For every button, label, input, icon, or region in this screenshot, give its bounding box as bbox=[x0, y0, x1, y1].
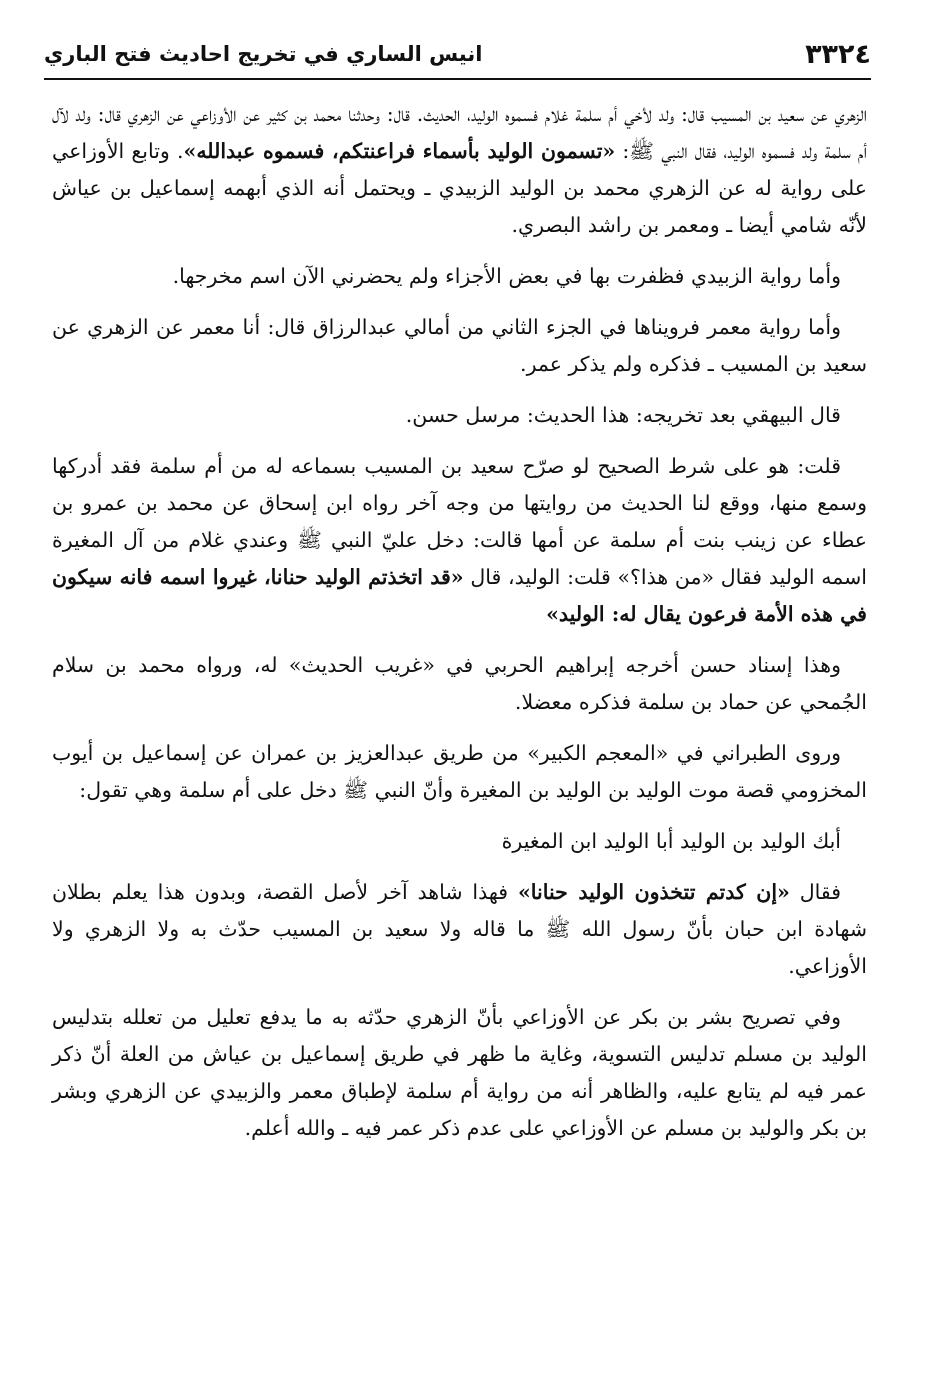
page-header bbox=[44, 30, 871, 80]
text-segment: فقال bbox=[789, 880, 842, 904]
paragraph-10 bbox=[52, 999, 867, 1147]
text-segment: وهذا إسناد حسن أخرجه إبراهيم الحربي في «غريب الحديث» له، ورواه محمد بن سلام الجُمحي عن حماد بن سلمة فذكره معضلا. bbox=[52, 653, 867, 714]
running-title: انيس الساري في تخريج احاديث فتح الباري bbox=[44, 42, 483, 66]
paragraph-7 bbox=[52, 735, 867, 809]
page-number: ٣٣٢٤ bbox=[805, 38, 871, 70]
paragraph-4 bbox=[52, 397, 867, 434]
text-segment: وروى الطبراني في «المعجم الكبير» من طريق عبدالعزيز بن عمران عن إسماعيل بن أيوب المخزومي قصة موت الوليد بن الوليد بن المغيرة وأنّ النبي ﷺ دخل على أم سلمة وهي تقول: bbox=[52, 741, 867, 802]
paragraph-9 bbox=[52, 874, 867, 985]
hadith-quote: «تسمون الوليد بأسماء فراعنتكم، فسموه عبدالله» bbox=[183, 139, 616, 163]
text-segment: أبك الوليد بن الوليد أبا الوليد ابن المغيرة bbox=[501, 829, 841, 853]
text-segment: وأما رواية الزبيدي فظفرت بها في بعض الأجزاء ولم يحضرني الآن اسم مخرجها. bbox=[172, 264, 841, 288]
text-segment: وفي تصريح بشر بن بكر عن الأوزاعي بأنّ الزهري حدّثه به ما يدفع تعليل من تعلله بتدليس الوليد بن مسلم تدليس التسوية، وغاية ما ظهر في طريق إسماعيل بن عياش من العلة أنّ ذكر عمر فيه لم يتابع عليه، والظاهر أنه من رواية أم سلمة لإطباق معمر والزبيدي عن الزهري وبشر بن بكر والوليد بن مسلم عن الأوزاعي على عدم ذكر عمر فيه ـ والله أعلم. bbox=[52, 1005, 867, 1140]
text-segment: وأما رواية معمر فرويناها في الجزء الثاني من أمالي عبدالرزاق قال: أنا معمر عن الزهري عن سعيد بن المسيب ـ فذكره ولم يذكر عمر. bbox=[52, 315, 867, 376]
paragraph-2 bbox=[52, 258, 867, 295]
text-segment: قلت: هو على شرط الصحيح لو صرّح سعيد بن المسيب بسماعه له من أم سلمة فقد أدركها وسمع منها، ووقع لنا الحديث من روايتها من وجه آخر رواه ابن إسحاق عن محمد بن عمرو بن عطاء عن زينب بنت أم سلمة عن أمها قالت: دخل عليّ النبي ﷺ وعندي غلام من آل المغيرة اسمه الوليد فقال «من هذا؟» قلت: الوليد، قال bbox=[52, 454, 867, 589]
hadith-quote: «قد اتخذتم الوليد حنانا، غيروا اسمه فانه سيكون في هذه الأمة فرعون يقال له: الوليد» bbox=[52, 565, 867, 626]
verse-line bbox=[52, 823, 867, 860]
text-segment: قال البيهقي بعد تخريجه: هذا الحديث: مرسل حسن. bbox=[405, 403, 841, 427]
text-segment: الزهري عن سعيد بن المسيب قال: ولد لأخي أم سلمة غلام فسموه الوليد، الحديث. قال: وحدثنا محمد بن كثير عن الأوزاعي عن الزهري قال: ولد لآل أم سلمة ولد فسموه الوليد، فقال النبي ﷺ: bbox=[52, 102, 867, 163]
text-segment: فهذا شاهد آخر لأصل القصة، وبدون هذا يعلم بطلان شهادة ابن حبان بأنّ رسول الله ﷺ ما قاله ولا سعيد بن المسيب حدّث به ولا الزهري ولا الأوزاعي. bbox=[52, 880, 867, 978]
paragraph-3 bbox=[52, 309, 867, 383]
text-segment: . وتابع الأوزاعي على رواية له عن الزهري محمد بن الوليد الزبيدي ـ ويحتمل أنه الذي أبهمه إسماعيل بن عياش لأنّه شامي أيضا ـ ومعمر بن راشد البصري. bbox=[52, 139, 867, 237]
paragraph-1 bbox=[52, 96, 867, 244]
paragraph-6 bbox=[52, 647, 867, 721]
hadith-quote: «إن كدتم تتخذون الوليد حنانا» bbox=[517, 880, 790, 904]
page-body bbox=[52, 96, 867, 1161]
paragraph-5 bbox=[52, 448, 867, 633]
